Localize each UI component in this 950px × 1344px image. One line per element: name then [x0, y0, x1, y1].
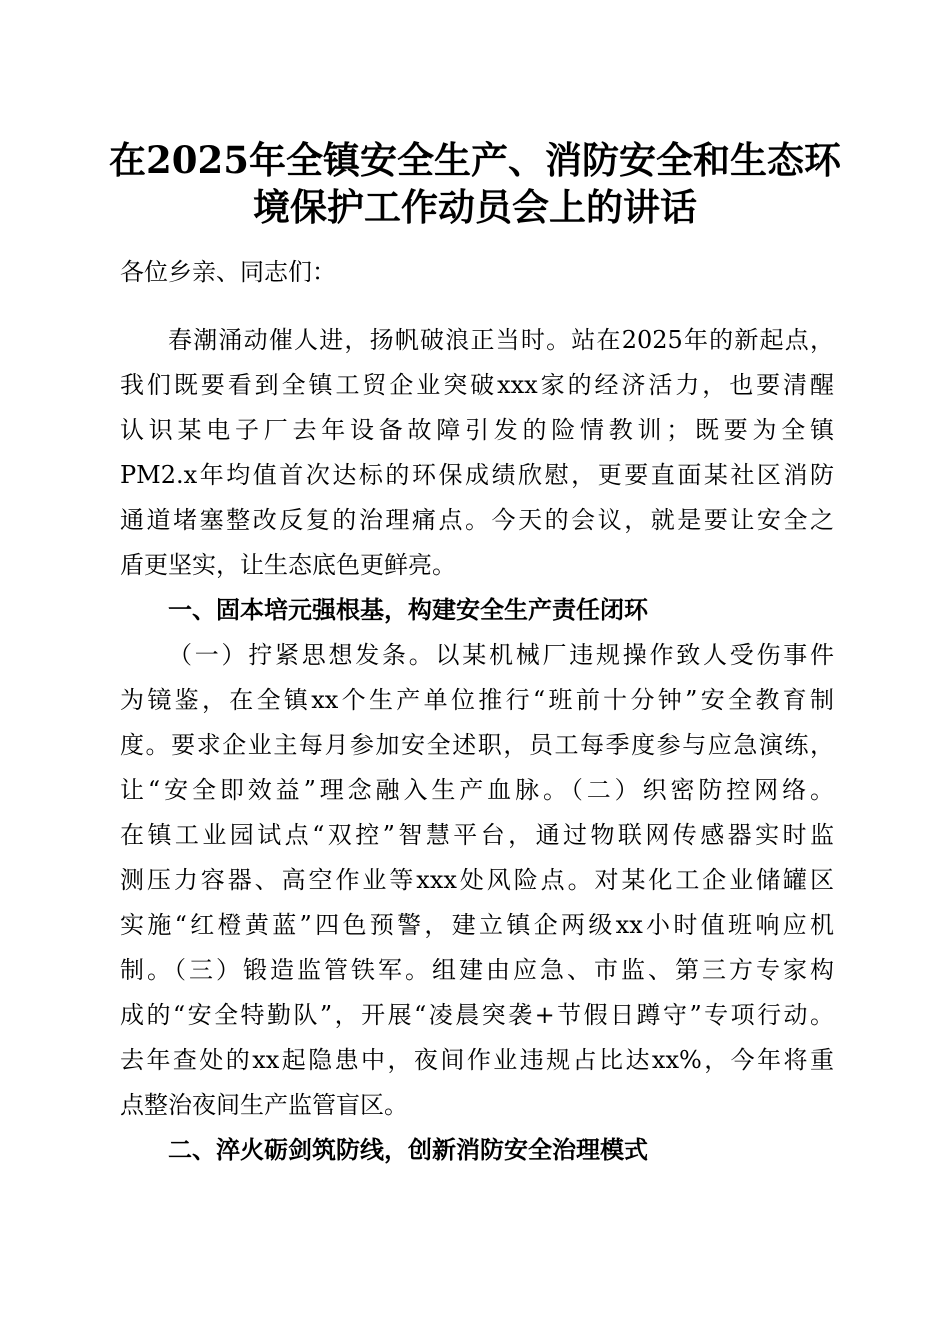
paragraph-line: 去年查处的xx起隐患中，夜间作业违规占比达xx%，今年将重 — [120, 1046, 834, 1074]
paragraph-line: （一）拧紧思想发条。以某机械厂违规操作致人受伤事件 — [168, 641, 834, 669]
paragraph-line: 为镜鉴，在全镇xx个生产单位推行“班前十分钟”安全教育制 — [120, 686, 834, 714]
paragraph-line: 通道堵塞整改反复的治理痛点。今天的会议，就是要让安全之 — [120, 506, 834, 534]
paragraph-line: 在镇工业园试点“双控”智慧平台，通过物联网传感器实时监 — [120, 821, 834, 849]
paragraph-line: 度。要求企业主每月参加安全述职，员工每季度参与应急演练， — [120, 731, 834, 759]
document-title-line-1: 在2025年全镇安全生产、消防安全和生态环 — [109, 138, 841, 182]
paragraph-line: 让“安全即效益”理念融入生产血脉。（二）织密防控网络。 — [120, 776, 834, 804]
salutation: 各位乡亲、同志们： — [120, 258, 336, 286]
paragraph-line: 我们既要看到全镇工贸企业突破xxx家的经济活力，也要清醒 — [120, 371, 834, 399]
paragraph-line: 春潮涌动催人进，扬帆破浪正当时。站在2025年的新起点， — [168, 326, 834, 354]
paragraph-line: 实施“红橙黄蓝”四色预警，建立镇企两级xx小时值班响应机 — [120, 911, 834, 939]
paragraph-line: PM2.x年均值首次达标的环保成绩欣慰，更要直面某社区消防 — [120, 461, 834, 489]
paragraph-line: 制。（三）锻造监管铁军。组建由应急、市监、第三方专家构 — [120, 956, 834, 984]
section-heading: 二、淬火砺剑筑防线，创新消防安全治理模式 — [168, 1136, 648, 1164]
paragraph-line: 认识某电子厂去年设备故障引发的险情教训；既要为全镇 — [120, 416, 834, 444]
paragraph-line: 点整治夜间生产监管盲区。 — [120, 1091, 408, 1119]
paragraph-line: 成的“安全特勤队”，开展“凌晨突袭+节假日蹲守”专项行动。 — [120, 1001, 834, 1029]
paragraph-line: 盾更坚实，让生态底色更鲜亮。 — [120, 551, 456, 579]
section-heading: 一、固本培元强根基，构建安全生产责任闭环 — [168, 596, 648, 624]
document-title-line-2: 境保护工作动员会上的讲话 — [253, 185, 697, 229]
paragraph-line: 测压力容器、高空作业等xxx处风险点。对某化工企业储罐区 — [120, 866, 834, 894]
